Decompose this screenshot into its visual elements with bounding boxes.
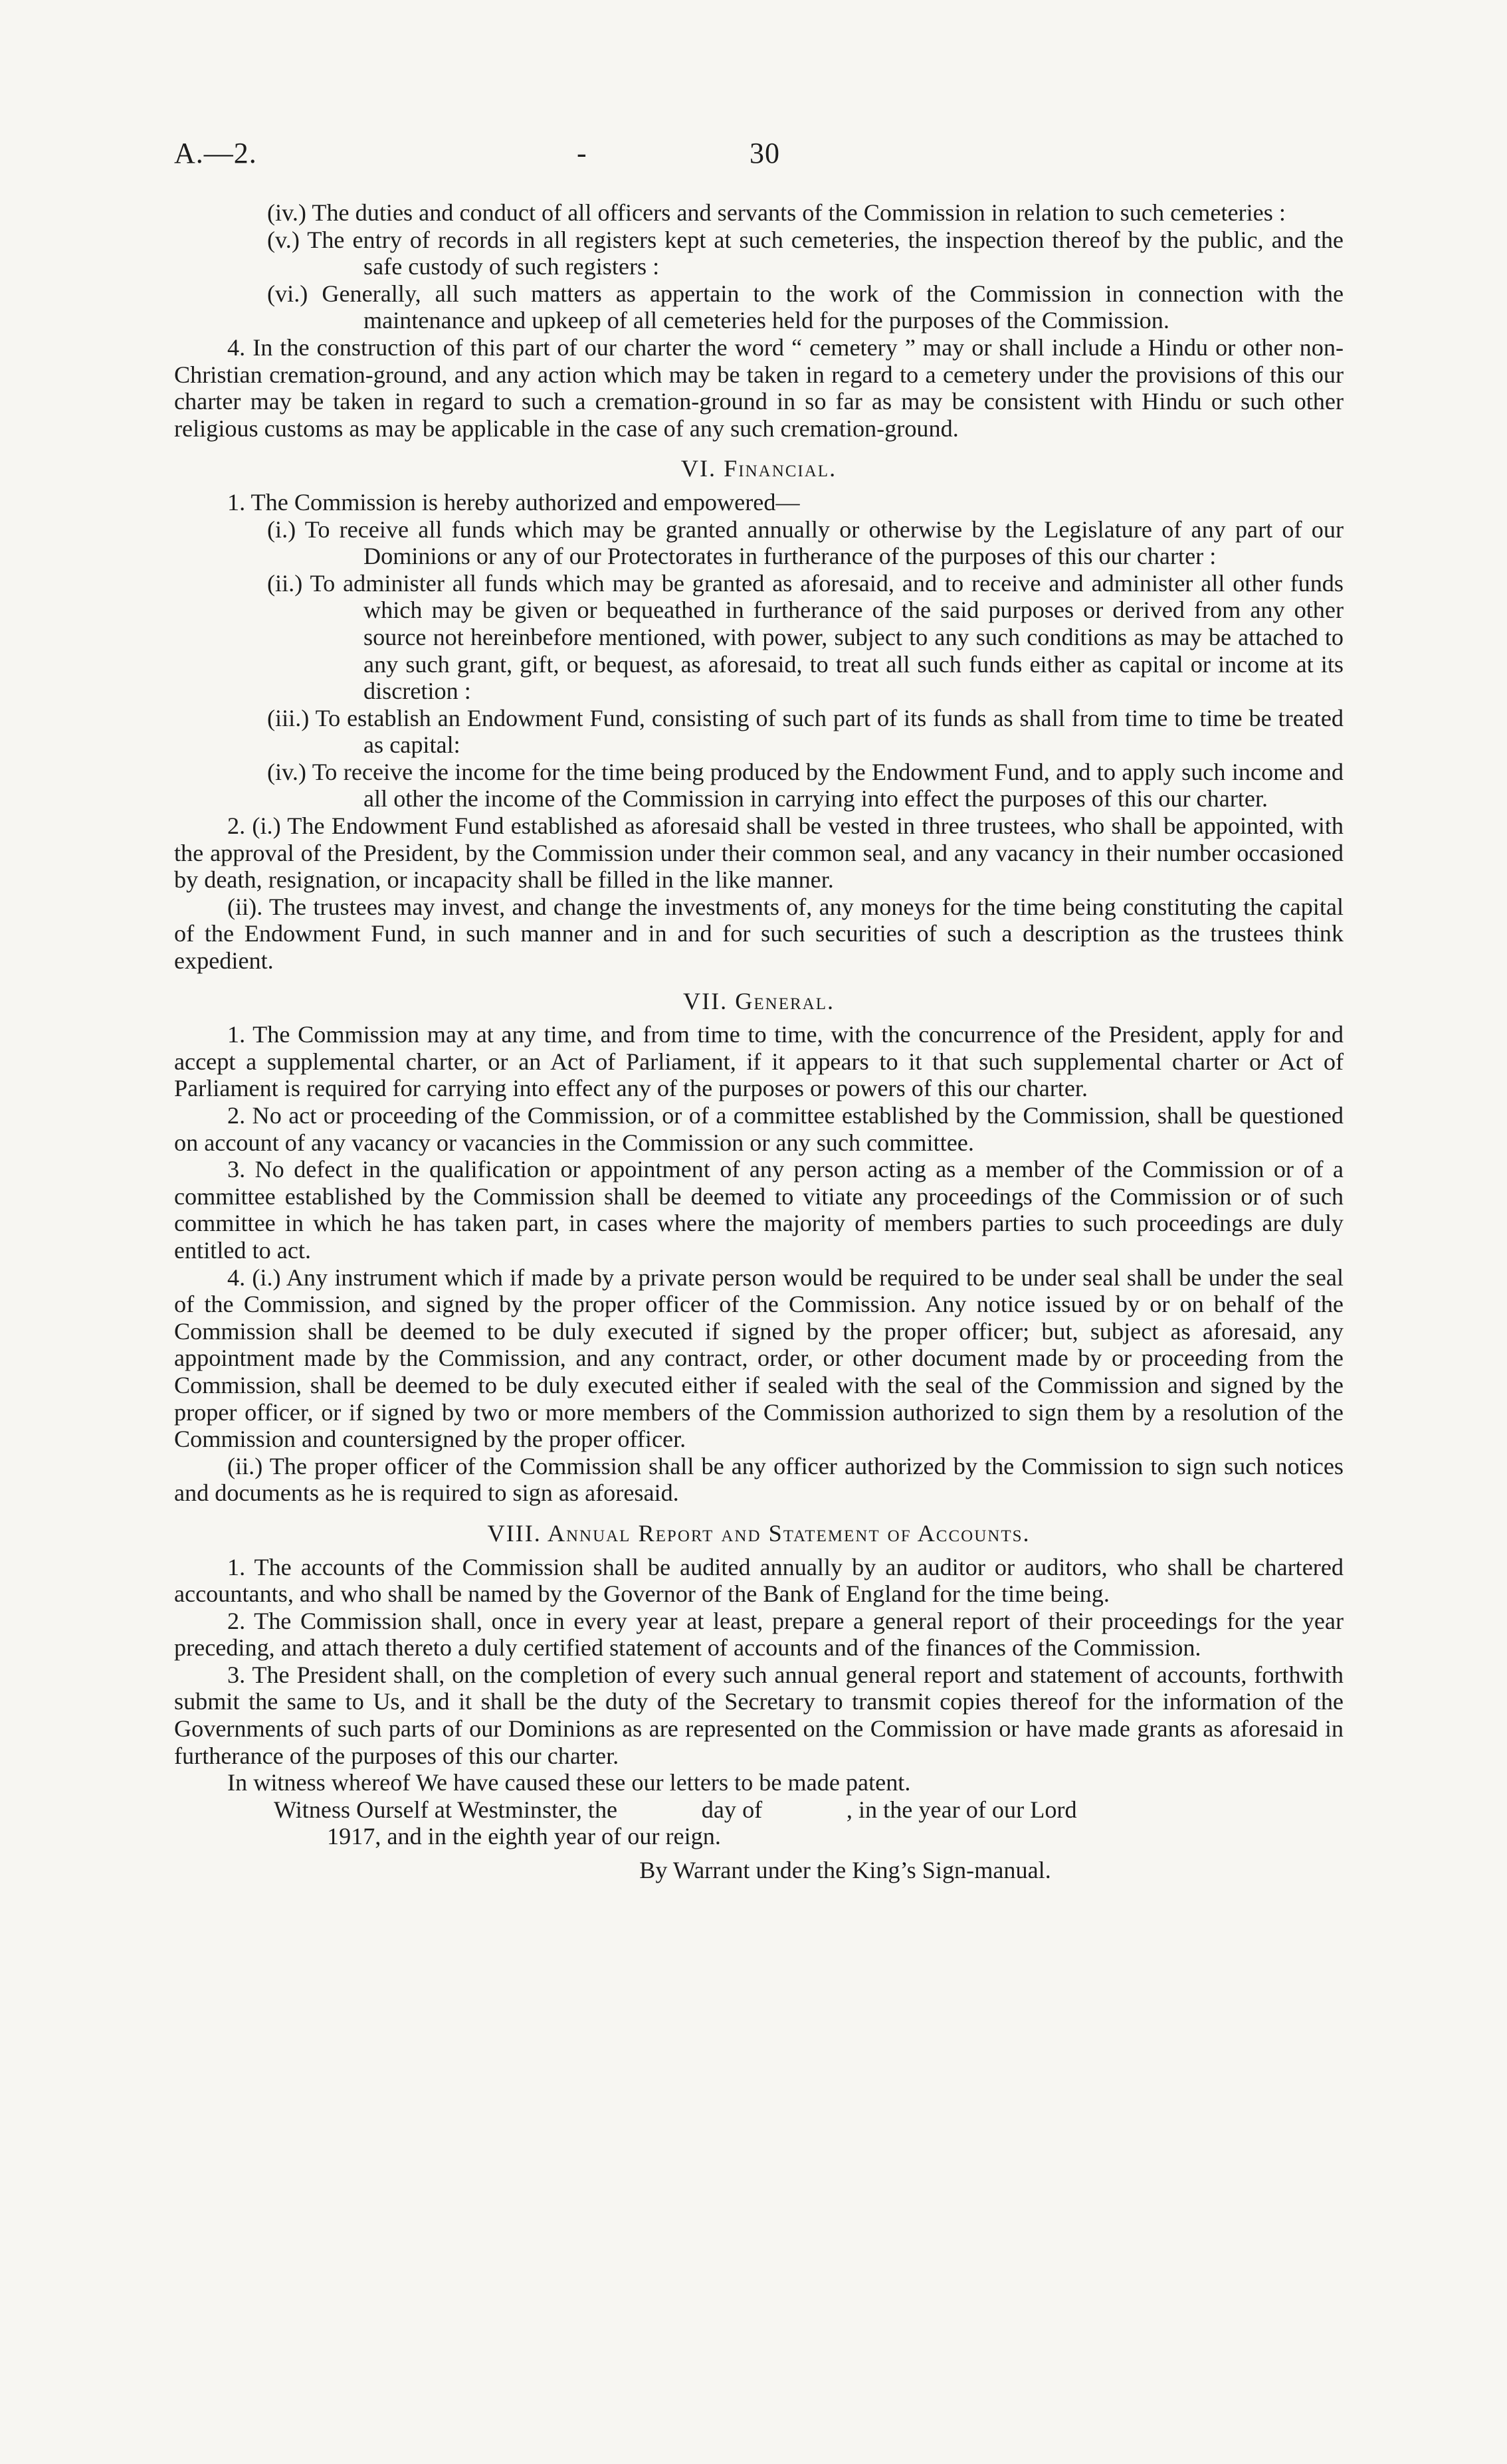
list-item: (i.) To receive all funds which may be granted annually or otherwise by the Legislature of any part of our Dominions or any of our Protectorates in furtherance of the purposes of this our charter : [267,516,1344,570]
page-number: 30 [750,137,780,169]
warrant-line: By Warrant under the King’s Sign-manual. [639,1857,1051,1884]
paragraph: 2. The Commission shall, once in every year at least, prepare a general report of their proceedings for the year preceding, and attach thereto a duly certified statement of accounts and of the finances of the Commission. [174,1607,1344,1661]
paragraph-endowment-trustees: 2. (i.) The Endowment Fund established as aforesaid shall be vested in three trustees, who shall be appointed, with the approval of the President, by the Commission under their common seal, and any vacancy in their number occasioned by death, resignation, or incapacity shall be filled in the like manner. [174,812,1344,894]
section-heading-annual-report: VIII. Annual Report and Statement of Accounts. [487,1519,1031,1547]
list-item: (v.) The entry of records in all registers kept at such cemeteries, the inspection thereof by the public, and the safe custody of such registers : [267,226,1344,280]
paragraph: (ii.) The proper officer of the Commission shall be any officer authorized by the Commission to sign such notices and documents as he is required to sign as aforesaid. [174,1452,1344,1507]
witness-line: Witness Ourself at Westminster, the day of , in the year of our Lord [274,1796,1077,1823]
list-item: (iv.) The duties and conduct of all officers and servants of the Commission in relation to such cemeteries : [267,199,1286,226]
section-heading-financial: VI. Financial. [680,455,837,482]
paragraph: 2. No act or proceeding of the Commission, or of a committee established by the Commission, shall be questioned on account of any vacancy or vacancies in the Commission or any such committee. [174,1102,1344,1156]
paragraph: 3. No defect in the qualification or appointment of any person acting as a member of the Commission or of a committee established by the Commission shall be deemed to vitiate any proceedings of the Commission or of such committee in which he has taken part, in cases where the majority of members parties to such proceedings are duly entitled to act. [174,1156,1344,1264]
paragraph: 4. (i.) Any instrument which if made by a private person would be required to be under seal shall be under the seal of the Commission, and signed by the proper officer of the Commission. Any notice issued by or on behalf of the Commission shall be deemed to be duly executed if signed by the proper officer; but, subject as aforesaid, any appointment made by the Commission, and any contract, order, or other document made by or proceeding from the Commission, shall be deemed to be duly executed either if sealed with the seal of the Commission and signed by the proper officer, or if signed by two or more members of the Commission authorized to sign them by a resolution of the Commission and countersigned by the proper officer. [174,1264,1344,1453]
list-item: (iv.) To receive the income for the time being produced by the Endowment Fund, and to apply such income and all other the income of the Commission in carrying into effect the purposes of this our charter. [267,758,1344,812]
paragraph-trustees-invest: (ii). The trustees may invest, and change the investments of, any moneys for the time being constituting the capital of the Endowment Fund, in such manner and in and for such securities of such a description as the trustees think expedient. [174,893,1344,975]
list-item: (iii.) To establish an Endowment Fund, consisting of such part of its funds as shall from time to time be treated as capital: [267,704,1344,759]
paragraph: 1. The Commission may at any time, and from time to time, with the concurrence of the President, apply for and accept a supplemental charter, or an Act of Parliament, if it appears to it that such supplemental charter or Act of Parliament is required for carrying into effect any of the purposes or powers of this our charter. [174,1021,1344,1102]
list-item: (vi.) Generally, all such matters as appertain to the work of the Commission in connection with the maintenance and upkeep of all cemeteries held for the purposes of the Commission. [267,280,1344,334]
witness-clause: In witness whereof We have caused these our letters to be made patent. [227,1769,911,1796]
paragraph-intro: 1. The Commission is hereby authorized and empowered— [227,488,800,516]
header-dash: - [577,137,587,169]
document-body [174,199,1344,1884]
list-item: (ii.) To administer all funds which may be granted as aforesaid, and to receive and administer all other funds which may be given or bequeathed in furtherance of the said purposes or derived from any other source not hereinbefore mentioned, with power, subject to any such conditions as may be attached to any such grant, gift, or bequest, as aforesaid, to treat all such funds either as capital or income at its discretion : [267,569,1344,705]
paragraph: 1. The accounts of the Commission shall be audited annually by an auditor or auditors, who shall be chartered accountants, and who shall be named by the Governor of the Bank of England for the time being. [174,1553,1344,1608]
document-reference: A.—2. [174,137,257,169]
year-line: 1917, and in the eighth year of our reign. [327,1823,721,1850]
paragraph: 3. The President shall, on the completion of every such annual general report and statement of accounts, forthwith submit the same to Us, and it shall be the duty of the Secretary to transmit copies thereof for the information of the Governments of such parts of our Dominions as are represented on the Commission or have made grants as aforesaid in furtherance of the purposes of this our charter. [174,1661,1344,1769]
paragraph-cemetery-construction: 4. In the construction of this part of our charter the word “ cemetery ” may or shall include a Hindu or other non-Christian cremation-ground, and any action which may be taken in regard to a cemetery under the provisions of this our charter may be taken in regard to such a cremation-ground in so far as may be consistent with Hindu or such other religious customs as may be applicable in the case of any such cremation-ground. [174,333,1344,442]
section-heading-general: VII. General. [682,987,835,1014]
